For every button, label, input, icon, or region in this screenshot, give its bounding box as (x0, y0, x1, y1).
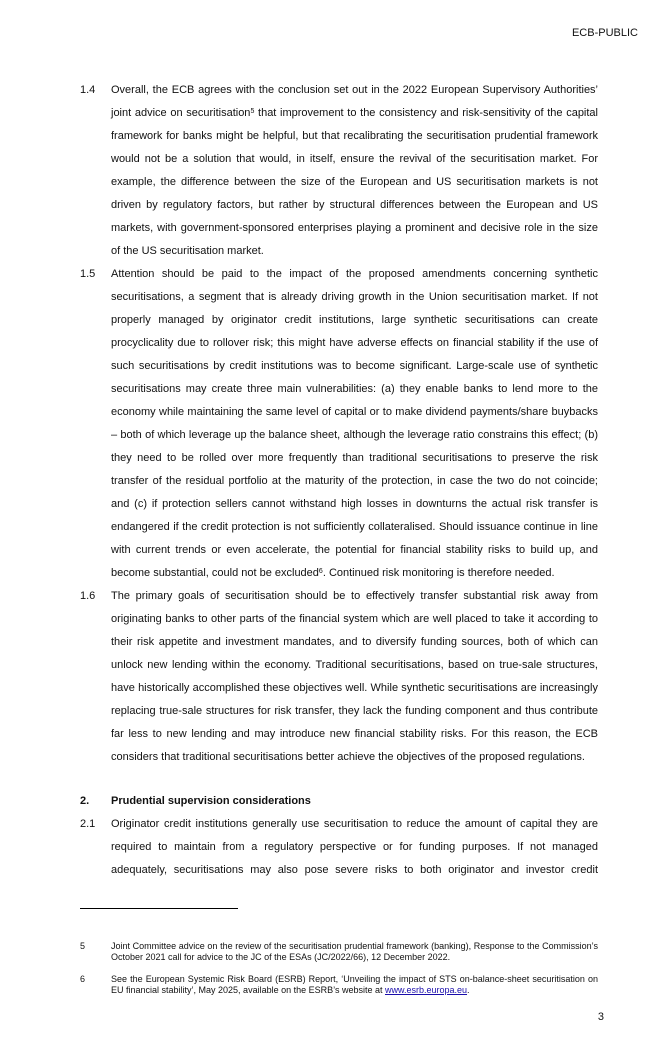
section-number: 2. (80, 795, 90, 807)
footnote-ref[interactable]: 6 (318, 568, 323, 575)
classification-label: ECB-PUBLIC (571, 27, 638, 39)
paragraph-1-6 (80, 585, 598, 769)
paragraph-number: 1.4 (80, 84, 96, 96)
footnote-ref[interactable]: 5 (250, 108, 255, 115)
footnote-end: . (467, 985, 470, 995)
paragraph-1-5 (80, 263, 598, 585)
paragraph-text: Attention should be paid to the impact of the proposed amendments concerning synthetic securitisations, a segment that is already driving growth in the Union securitisation market. If not properly managed by originator credit institutions, large synthetic securitisations can create procyclicality due to rollover risk; this might have adverse effects on financial stability if the use of such securitisations by credit institutions was to become significant. Large-scale use of synthetic securitisations may create three main vulnerabilities: (a) they enable banks to lend more to the economy while maintaining the same level of capital or to make dividend payments/share buybacks – both of which leverage up the balance sheet, although the leverage ratio constrains this effect; (b) they need to be rolled over more frequently than traditional securitisations to preserve the risk transfer of the residual portfolio at the maturity of the protection, in case the two do not coincide; and (c) if protection sellers cannot withstand high losses in downturns the actual risk transfer is endangered if the credit protection is not sufficiently collateralised. Should issuance continue in line with current trends or even accelerate, the potential for financial stability risks to build up, and become substantial, could not be excluded (111, 268, 598, 579)
footnote-number: 5 (80, 941, 86, 951)
paragraph-1-4 (80, 79, 598, 263)
paragraph-text: . Continued risk monitoring is therefore needed. (322, 567, 555, 579)
section-title: Prudential supervision considerations (111, 795, 311, 807)
paragraph-text: The primary goals of securitisation should be to effectively transfer substantial risk away from originating banks to other parts of the financial system which are well placed to take it according to their risk appetite and investment mandates, and to diversify funding sources, both of which can unlock new lending within the economy. Traditional securitisations, based on true-sale structures, have historically accomplished these objectives well. While synthetic securitisations are increasingly replacing true-sale structures for risk transfer, they lack the funding component and thus contribute far less to new lending and may introduce new financial stability risks. For this reason, the ECB considers that traditional securitisations better achieve the objectives of the proposed regulations. (111, 590, 598, 763)
footnote-5 (80, 941, 598, 963)
section-heading (80, 790, 598, 813)
paragraph-2-1 (80, 813, 598, 882)
page-number: 3 (597, 1011, 604, 1023)
paragraph-number: 1.5 (80, 268, 96, 280)
footnote-number: 6 (80, 974, 86, 984)
footnotes (0, 941, 662, 996)
paragraph-text: Overall, the ECB agrees with the conclusion set out in the 2022 European Supervisory Authorities’ joint advice on securitisation (111, 84, 598, 119)
paragraph-number: 2.1 (80, 818, 96, 830)
paragraph-number: 1.6 (80, 590, 96, 602)
footnote-text: See the European Systemic Risk Board (ESRB) Report, ‘Unveiling the impact of STS on-balance-sheet securitisation on EU financial stability’, May 2025, available on the ESRB’s website at (111, 974, 598, 995)
paragraph-text: that improvement to the consistency and risk-sensitivity of the capital framework for banks might be helpful, but that recalibrating the securitisation prudential framework would not be a solution that would, in itself, ensure the revival of the securitisation market. For example, the difference between the size of the European and US securitisation markets is not driven by regulatory factors, but rather by structural differences between the European and US markets, with government-sponsored enterprises playing a prominent and decisive role in the size of the US securitisation market. (111, 107, 598, 257)
paragraph-text: Originator credit institutions generally use securitisation to reduce the amount of capital they are required to maintain from a regulatory perspective or for funding purposes. If not managed adequately, securitisations may also pose severe risks to both originator and investor credit (111, 818, 598, 876)
footnote-6 (80, 974, 598, 996)
esrb-link[interactable]: www.esrb.europa.eu (384, 985, 468, 995)
footnote-divider (80, 908, 238, 909)
footnote-text: Joint Committee advice on the review of the securitisation prudential framework (banking), Response to the Commission’s October 2021 call for advice to the JC of the ESAs (JC/2022/66), 12 December 2022. (111, 941, 598, 962)
